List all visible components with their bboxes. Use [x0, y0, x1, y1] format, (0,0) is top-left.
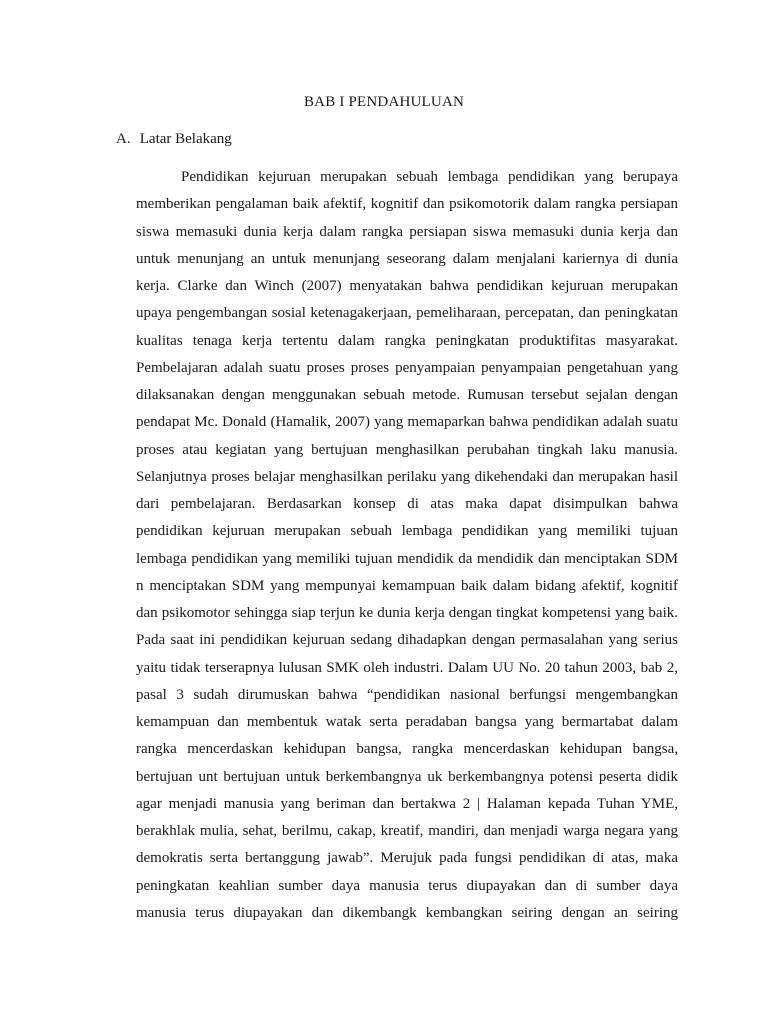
paragraph-line: berakhlak mulia, sehat, berilmu, cakap, kreatif, mandiri, dan menjadi warga negara yang — [136, 823, 678, 839]
section-number: A. — [116, 131, 131, 147]
paragraph-line: siswa memasuki dunia kerja dalam rangka persiapan siswa memasuki dunia kerja dan — [136, 223, 678, 240]
paragraph-line: upaya pengembangan sosial ketenagakerjaan, pemeliharaan, percepatan, dan peningkatan — [136, 305, 678, 322]
paragraph-line: pendapat Mc. Donald (Hamalik, 2007) yang memaparkan bahwa pendidikan adalah suatu — [136, 414, 678, 431]
paragraph-line: lembaga pendidikan yang memiliki tujuan mendidik da mendidik dan menciptakan SDM — [136, 550, 678, 567]
paragraph-line: memberikan pengalaman baik afektif, kognitif dan psikomotorik dalam rangka persiapan — [136, 196, 678, 213]
paragraph-line: kerja. Clarke dan Winch (2007) menyatakan bahwa pendidikan kejuruan merupakan — [136, 278, 678, 294]
paragraph-line: kemampuan dan membentuk watak serta peradaban bangsa yang bermartabat dalam — [136, 714, 678, 730]
paragraph-line: demokratis serta bertanggung jawab”. Merujuk pada fungsi pendidikan di atas, maka — [136, 850, 678, 867]
paragraph-line: proses atau kegiatan yang bertujuan menghasilkan perubahan tingkah laku manusia. — [136, 441, 678, 458]
paragraph-line: Pendidikan kejuruan merupakan sebuah lembaga pendidikan yang berupaya — [181, 169, 678, 185]
paragraph-line: Selanjutnya proses belajar menghasilkan perilaku yang dikehendaki dan merupakan hasil — [136, 468, 678, 485]
paragraph-line: kualitas tenaga kerja tertentu dalam rangka peningkatan produktifitas masyarakat. — [136, 332, 678, 349]
paragraph-line: agar menjadi manusia yang beriman dan bertakwa 2 | Halaman kepada Tuhan YME, — [136, 795, 678, 812]
page-title: BAB I PENDAHULUAN — [303, 94, 465, 110]
paragraph-line: pasal 3 sudah dirumuskan bahwa “pendidikan nasional berfungsi mengembangkan — [136, 686, 678, 703]
paragraph-line: Pembelajaran adalah suatu proses proses penyampaian penyampaian pengetahuan yang — [136, 359, 678, 376]
paragraph-line: dilaksanakan dengan menggunakan sebuah metode. Rumusan tersebut sejalan dengan — [136, 387, 678, 403]
paragraph-line: peningkatan keahlian sumber daya manusia terus diupayakan dan di sumber daya — [136, 877, 678, 894]
paragraph-line: bertujuan unt bertujuan untuk berkembangnya uk berkembangnya potensi peserta didik — [136, 768, 678, 785]
body-paragraph — [136, 167, 678, 930]
paragraph-line: untuk menunjang an untuk menunjang seseorang dalam menjalani kariernya di dunia — [136, 250, 678, 267]
paragraph-line: yaitu tidak terserapnya lulusan SMK oleh industri. Dalam UU No. 20 tahun 2003, bab 2, — [136, 659, 678, 676]
paragraph-line: dari pembelajaran. Berdasarkan konsep di atas maka dapat disimpulkan bahwa — [136, 496, 678, 512]
paragraph-line: pendidikan kejuruan merupakan sebuah lembaga pendidikan yang memiliki tujuan — [136, 523, 678, 540]
paragraph-line: dan psikomotor sehingga siap terjun ke dunia kerja dengan tingkat kompetensi yang baik. — [136, 605, 678, 621]
section-title: Latar Belakang — [139, 131, 232, 147]
paragraph-line: n menciptakan SDM yang mempunyai kemampuan baik dalam bidang afektif, kognitif — [136, 577, 678, 594]
paragraph-line: rangka mencerdaskan kehidupan bangsa, rangka mencerdaskan kehidupan bangsa, — [136, 741, 678, 758]
paragraph-line: Pada saat ini pendidikan kejuruan sedang dihadapkan dengan permasalahan yang serius — [136, 632, 678, 649]
section-heading — [116, 131, 232, 148]
paragraph-line: manusia terus diupayakan dan dikembangk kembangkan seiring dengan an seiring — [136, 904, 678, 921]
